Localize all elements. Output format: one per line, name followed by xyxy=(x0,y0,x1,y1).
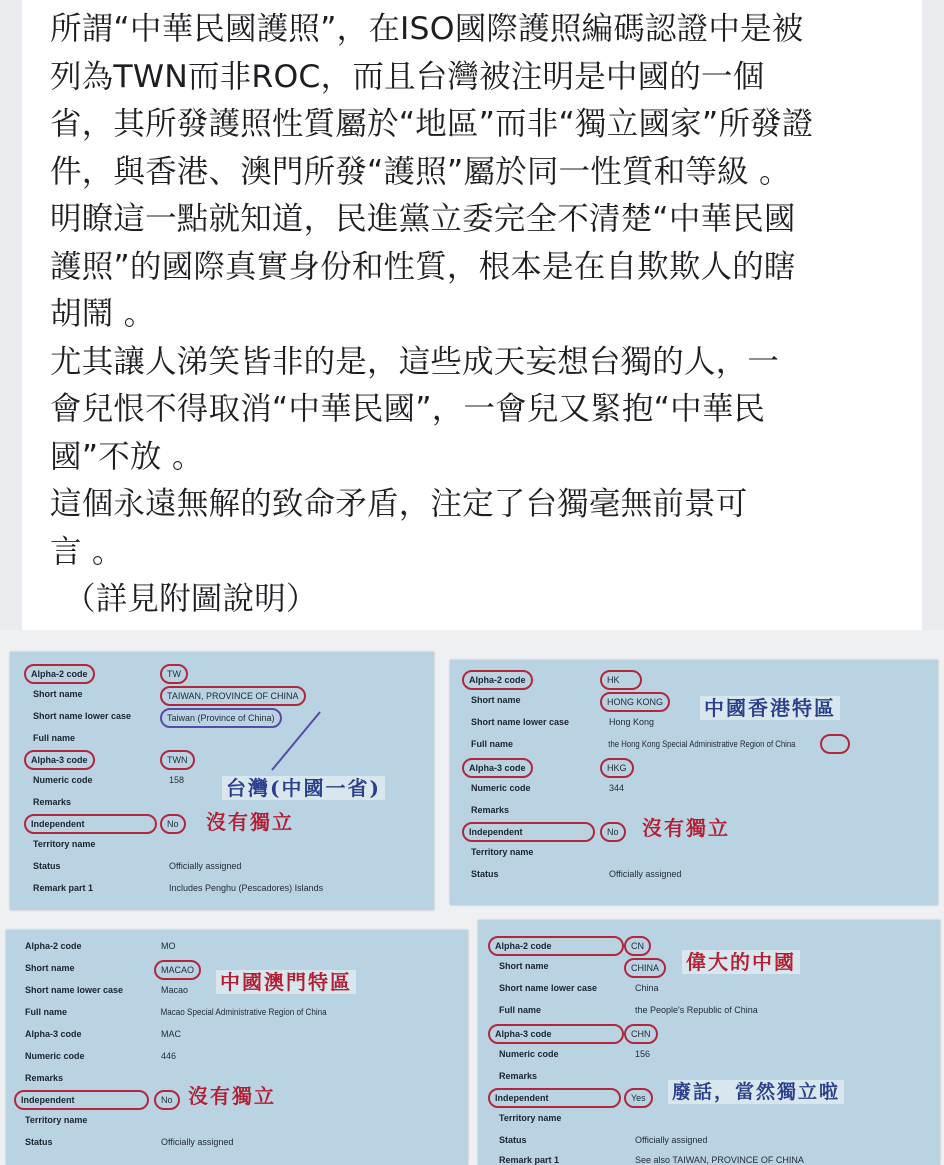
field-label: Alpha-3 code xyxy=(24,750,95,770)
field-value: Yes xyxy=(624,1088,653,1108)
field-value: CN xyxy=(624,936,651,956)
field-label: Territory name xyxy=(33,839,96,849)
field-label: Territory name xyxy=(25,1115,88,1125)
post-line: 件，與香港、澳門所發“護照”屬於同一性質和等級 。 xyxy=(50,153,791,190)
field-label: Independent xyxy=(24,814,157,834)
field-label: Numeric code xyxy=(471,783,531,793)
field-label: Alpha-2 code xyxy=(25,941,82,951)
field-value: Officially assigned xyxy=(161,1137,234,1147)
field-value: China xyxy=(635,983,659,993)
field-value: CHN xyxy=(624,1024,658,1044)
field-label: Remark part 1 xyxy=(33,883,94,893)
post-line: 明瞭這一點就知道，民進黨立委完全不清楚“中華民國 xyxy=(50,201,796,237)
field-value: Hong Kong xyxy=(609,717,655,727)
field-value: HONG KONG xyxy=(600,692,670,712)
field-label: Remarks xyxy=(33,797,72,807)
annotation-taiwan-province: 台灣(中國一省) xyxy=(222,776,385,800)
field-value: Taiwan (Province of China) xyxy=(160,708,282,728)
iso-panel-hongkong xyxy=(450,660,938,905)
field-label: Status xyxy=(471,869,499,879)
highlight-circle xyxy=(820,734,850,754)
post-line: 言 。 xyxy=(50,533,124,570)
field-value: 156 xyxy=(635,1049,651,1059)
post-line: 列為TWN而非ROC，而且台灣被注明是中國的一個 xyxy=(50,58,765,95)
annotation-not-independent: 沒有獨立 xyxy=(188,1084,276,1108)
field-value: MAC xyxy=(161,1029,181,1039)
field-value: 158 xyxy=(169,775,185,785)
field-label: Full name xyxy=(499,1005,542,1015)
field-label: Numeric code xyxy=(33,775,93,785)
field-label: Alpha-3 code xyxy=(488,1024,624,1044)
field-value: TWN xyxy=(160,750,195,770)
field-value: No xyxy=(600,822,626,842)
post-line: 會兒恨不得取消“中華民國”，一會兒又緊抱“中華民 xyxy=(50,391,766,427)
field-label: Territory name xyxy=(499,1113,562,1123)
field-value: Macao Special Administrative Region of China xyxy=(160,1007,327,1017)
field-value: MO xyxy=(161,941,176,951)
field-label: Remarks xyxy=(499,1071,538,1081)
field-value: No xyxy=(160,814,186,834)
field-value: MACAO xyxy=(154,960,201,980)
field-label: Remarks xyxy=(25,1073,64,1083)
post-line: 所謂“中華民國護照”，在ISO國際護照編碼認證中是被 xyxy=(50,11,804,47)
field-label: Short name lower case xyxy=(471,717,570,727)
field-label: Short name xyxy=(33,689,83,699)
field-label: Remark part 1 xyxy=(499,1155,560,1165)
annotation-of-course-independent: 廢話，當然獨立啦 xyxy=(668,1080,844,1104)
post-line: 省，其所發護照性質屬於“地區”而非“獨立國家”所發證 xyxy=(50,106,814,142)
field-value: 446 xyxy=(161,1051,177,1061)
field-label: Independent xyxy=(488,1088,621,1108)
field-label: Short name lower case xyxy=(499,983,598,993)
field-label: Independent xyxy=(462,822,595,842)
field-value: HKG xyxy=(600,758,634,778)
post-line: 這個永遠無解的致命矛盾，注定了台獨毫無前景可 xyxy=(50,486,748,522)
post-card xyxy=(22,0,922,630)
field-label: Alpha-2 code xyxy=(488,936,624,956)
field-label: Short name xyxy=(471,695,521,705)
field-label: Full name xyxy=(25,1007,68,1017)
field-value: No xyxy=(154,1090,180,1110)
field-value: 344 xyxy=(609,783,625,793)
field-value: Officially assigned xyxy=(169,861,242,871)
field-label: Territory name xyxy=(471,847,534,857)
field-value: Macao xyxy=(161,985,189,995)
field-value: HK xyxy=(600,670,642,690)
annotation-hk-sar: 中國香港特區 xyxy=(700,696,840,720)
annotation-macao-sar: 中國澳門特區 xyxy=(216,970,356,994)
post-line: 尤其讓人涕笑皆非的是，這些成天妄想台獨的人，一 xyxy=(50,343,780,380)
iso-panel-china xyxy=(478,920,940,1165)
annotation-great-china: 偉大的中國 xyxy=(682,950,800,974)
annotation-not-independent: 沒有獨立 xyxy=(206,810,294,834)
field-label: Alpha-3 code xyxy=(462,758,533,778)
field-label: Short name lower case xyxy=(25,985,124,995)
field-value: Officially assigned xyxy=(635,1135,708,1145)
post-line: 國”不放 。 xyxy=(50,438,204,475)
field-label: Numeric code xyxy=(25,1051,85,1061)
field-label: Short name xyxy=(499,961,549,971)
field-label: Status xyxy=(499,1135,527,1145)
field-value: TW xyxy=(160,664,188,684)
post-line: 護照”的國際真實身份和性質，根本是在自欺欺人的瞎 xyxy=(50,248,796,285)
field-label: Short name xyxy=(25,963,75,973)
field-value: Officially assigned xyxy=(609,869,682,879)
field-label: Alpha-2 code xyxy=(24,664,95,684)
field-value: See also TAIWAN, PROVINCE OF CHINA xyxy=(635,1155,804,1165)
post-line: （詳見附圖說明） xyxy=(64,581,318,617)
post-line: 胡鬧 。 xyxy=(50,296,156,332)
field-label: Full name xyxy=(33,733,76,743)
field-label: Alpha-2 code xyxy=(462,670,533,690)
field-value: Includes Penghu (Pescadores) Islands xyxy=(169,883,324,893)
field-value: CHINA xyxy=(624,958,666,978)
field-value: TAIWAN, PROVINCE OF CHINA xyxy=(160,686,306,706)
field-value: the Hong Kong Special Administrative Region of China xyxy=(608,739,796,749)
attached-image-collage[interactable] xyxy=(0,630,944,1165)
field-label: Independent xyxy=(14,1090,149,1110)
field-label: Status xyxy=(33,861,61,871)
field-value: the People's Republic of China xyxy=(635,1005,758,1015)
field-label: Remarks xyxy=(471,805,510,815)
field-label: Alpha-3 code xyxy=(25,1029,82,1039)
annotation-not-independent: 沒有獨立 xyxy=(642,816,730,840)
field-label: Full name xyxy=(471,739,514,749)
iso-panel-macao xyxy=(6,930,468,1165)
post-body xyxy=(50,6,910,624)
field-label: Numeric code xyxy=(499,1049,559,1059)
field-label: Short name lower case xyxy=(33,711,132,721)
field-label: Status xyxy=(25,1137,53,1147)
iso-panel-taiwan xyxy=(10,652,434,910)
